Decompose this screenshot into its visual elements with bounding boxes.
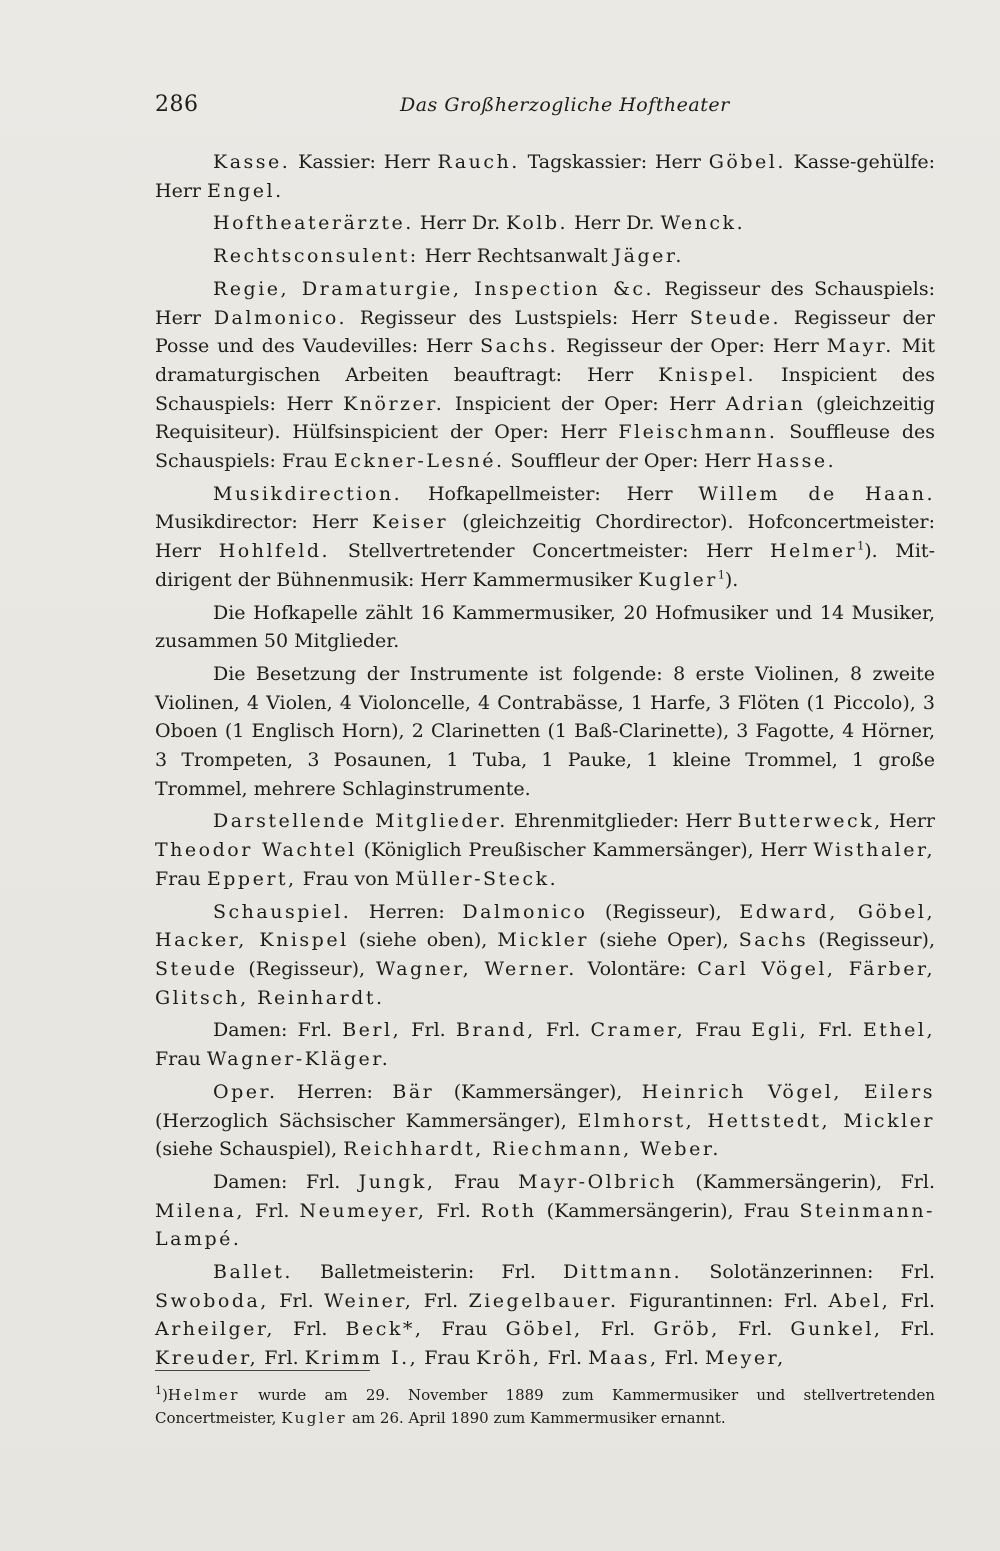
text-run: Regisseur der Posse und des Vaudevilles: Herr	[155, 306, 936, 358]
text-run: Herr Rechtsanwalt	[418, 245, 614, 268]
text-run: (siehe Oper),	[588, 929, 739, 952]
text-run: Frl.	[882, 1318, 935, 1341]
text-run: Frau	[423, 1318, 506, 1341]
text-run: Frl.	[401, 1019, 456, 1042]
paragraph	[155, 148, 935, 205]
text-run: Herr Dr.	[413, 212, 507, 235]
text-run: Inspicient des Schauspiels: Herr	[155, 363, 935, 415]
spaced-text: Elmhorst, Hettstedt, Mickler	[577, 1109, 935, 1132]
body-text	[155, 148, 935, 1377]
text-run: (Regisseur),	[808, 929, 935, 952]
spaced-text: Schauspiel.	[213, 900, 352, 923]
spaced-text: Roth	[480, 1199, 537, 1222]
spaced-text: Ethel,	[862, 1019, 935, 1042]
text-run: Herr	[375, 151, 438, 173]
spaced-text: Kolb.	[506, 212, 569, 235]
running-title: Das Großherzogliche Hoftheater	[400, 94, 730, 116]
spaced-text: Weiner,	[324, 1289, 414, 1312]
text-run: Frl.	[658, 1347, 705, 1370]
text-run: (siehe oben),	[348, 929, 498, 952]
spaced-text: Engel.	[207, 179, 284, 202]
spaced-text: Edward, Göbel, Hacker, Knispel	[155, 900, 935, 952]
text-run: Kasse-gehülfe: Herr	[155, 151, 935, 202]
text-run: Frl.	[719, 1318, 791, 1341]
spaced-text: Hasse.	[756, 450, 837, 473]
text-run: Frl.	[244, 1199, 300, 1222]
paragraph	[155, 480, 935, 595]
paragraph	[155, 660, 935, 804]
paragraph	[155, 242, 935, 271]
text-run: (Königlich Preußischer Kammersänger), Herr	[356, 839, 814, 862]
spaced-text: Beck*,	[345, 1318, 424, 1341]
spaced-text: Müller-Steck.	[394, 867, 559, 890]
text-run: Frau	[155, 867, 207, 890]
text-run: Damen: Frl.	[213, 1019, 343, 1042]
text-run: Damen: Frl.	[213, 1170, 359, 1193]
text-run	[290, 151, 298, 173]
text-run: Regisseur des Lustspiels: Herr	[347, 306, 690, 329]
text-run: Musikdirector: Herr	[155, 511, 372, 534]
paragraph	[155, 1016, 935, 1073]
text-run: Frau	[435, 1170, 519, 1193]
text-run: Frau	[155, 1048, 207, 1071]
spaced-text: Musikdirection.	[213, 482, 403, 505]
text-run: ). Mit-dirigent der Bühnenmusik: Herr Kammermusiker	[155, 540, 935, 591]
page-header	[155, 92, 935, 126]
spaced-text: Ballet.	[213, 1261, 293, 1284]
spaced-text: Brand,	[455, 1019, 536, 1042]
text-run: (Kammersängerin), Frau	[536, 1199, 800, 1222]
spaced-text: Swoboda,	[155, 1289, 269, 1312]
spaced-text: Kreuder,	[155, 1347, 259, 1370]
spaced-text: Reichhardt, Riechmann, Weber.	[343, 1138, 721, 1161]
text-run: am 26. April 1890 zum Kammermusiker ernannt.	[347, 1409, 726, 1427]
text-run: Volontäre:	[576, 957, 698, 980]
spaced-text: Wagner, Werner.	[375, 957, 577, 980]
footnote-marker: 1	[155, 1384, 162, 1397]
footnote	[155, 1384, 935, 1430]
spaced-text: Hohlfeld.	[218, 540, 331, 563]
text-run: Souffleuse des Schauspiels: Frau	[155, 421, 935, 473]
footnote-ref: 1	[717, 568, 725, 582]
text-run: Frl.	[413, 1289, 469, 1312]
text-run: Mit dramaturgischen Arbeiten beauftragt: Herr	[155, 335, 935, 386]
spaced-text: Jungk,	[358, 1170, 436, 1193]
spaced-text: Sachs	[738, 929, 809, 952]
spaced-text: Knörzer.	[343, 392, 445, 415]
text-run: Stellvertretender Concertmeister: Herr	[330, 540, 770, 563]
spaced-text: Butterweck,	[737, 810, 883, 833]
footnote-ref: 1	[857, 539, 865, 553]
spaced-text: Eppert,	[206, 867, 297, 890]
text-run: Frl.	[582, 1318, 654, 1341]
spaced-text: Regie, Dramaturgie, Inspection &c.	[213, 277, 655, 300]
text-run: Herr Dr.	[568, 212, 661, 235]
spaced-text: Krimm I.,	[304, 1347, 419, 1370]
spaced-text: Kugler	[281, 1409, 348, 1427]
spaced-text: Adrian	[725, 392, 806, 415]
spaced-text: Egli,	[751, 1019, 809, 1042]
spaced-text: Steinmann-Lampé.	[155, 1199, 935, 1251]
text-run: Kassier:	[298, 151, 376, 173]
spaced-text: Dalmonico.	[213, 306, 348, 329]
spaced-text: Neumeyer,	[299, 1199, 427, 1222]
text-run: Frau von	[296, 867, 395, 890]
spaced-text: Milena,	[155, 1199, 245, 1222]
spaced-text: Gunkel,	[790, 1318, 883, 1341]
paragraph	[155, 1078, 935, 1164]
spaced-text: Abel,	[828, 1289, 891, 1312]
spaced-text: Göbel.	[708, 151, 786, 173]
text-run: Die Besetzung der Instrumente ist folgende: 8 erste Violinen, 8 zweite Violinen, 4 Violen, 4 Violoncelle, 4 Contrabässe, 1 Harfe, 3 Flöten (1 Piccolo), 3 Oboen (1 Englisch Horn), 2 Clarinetten (1 Baß-Clarinette), 3 Fagotte, 4 Hörner, 3 Trompeten, 3 Posaunen, 1 Tuba, 1 Pauke, 1 kleine Trommel, 1 große Trommel, mehrere Schlaginstrumente.	[155, 662, 935, 800]
text-run: Regisseur des Schauspiels: Herr	[155, 277, 935, 329]
spaced-text: Kröh,	[476, 1347, 542, 1370]
spaced-text: Gröb,	[653, 1318, 720, 1341]
spaced-text: Carl Vögel, Färber, Glitsch, Reinhardt.	[155, 957, 935, 1009]
spaced-text: Oper.	[213, 1080, 278, 1103]
spaced-text: Mayr-Olbrich	[518, 1170, 677, 1193]
paragraph	[155, 807, 935, 893]
spaced-text: Meyer,	[704, 1347, 786, 1370]
spaced-text: Arheilger,	[155, 1318, 275, 1341]
text-run: Souffleur der Oper: Herr	[504, 450, 757, 473]
text-run: (Herzoglich Sächsischer Kammersänger),	[155, 1109, 578, 1132]
spaced-text: Hoftheaterärzte.	[213, 212, 414, 235]
footnote-rule	[155, 1370, 370, 1371]
text-run: Hofkapellmeister: Herr	[402, 482, 699, 505]
text-run: Frl.	[808, 1019, 863, 1042]
spaced-text: Mickler	[497, 929, 589, 952]
text-run: (Regisseur),	[587, 900, 740, 923]
spaced-text: Theodor Wachtel	[155, 839, 357, 862]
page-number: 286	[155, 92, 199, 117]
spaced-text: Helmer	[167, 1386, 240, 1404]
paragraph	[155, 1258, 935, 1373]
text-run: Frau	[418, 1347, 477, 1370]
spaced-text: Helmer	[769, 540, 858, 563]
text-run: Frl.	[426, 1199, 481, 1222]
text-run: Frl.	[890, 1289, 936, 1312]
spaced-text: Maas,	[588, 1347, 659, 1370]
paragraph	[155, 898, 935, 1013]
spaced-text: Steude.	[689, 306, 781, 329]
text-run: Regisseur der Oper: Herr	[558, 335, 827, 358]
text-run: Tagskassier: Herr	[519, 151, 709, 173]
text-run: Herren:	[277, 1080, 393, 1103]
spaced-text: Fleischmann.	[618, 421, 778, 444]
text-run: (gleichzeitig Requisiteur). Hülfsinspicient der Oper: Herr	[155, 392, 935, 444]
text-run: Balletmeisterin: Frl.	[292, 1261, 564, 1284]
spaced-text: Jäger.	[613, 245, 684, 268]
text-run: wurde am 29. November 1889 zum Kammermusiker und stellvertretenden Concertmeister,	[155, 1386, 935, 1427]
spaced-text: Berl,	[342, 1019, 402, 1042]
text-run: ).	[724, 568, 739, 591]
spaced-text: Wisthaler,	[813, 839, 935, 862]
spaced-text: Wenck.	[660, 212, 746, 235]
spaced-text: Kasse.	[213, 151, 291, 173]
spaced-text: Steude	[155, 957, 238, 980]
paragraph	[155, 275, 935, 476]
spaced-text: Ziegelbauer.	[468, 1289, 619, 1312]
text-run: Frl.	[274, 1318, 346, 1341]
text-run: Frl.	[535, 1019, 591, 1042]
spaced-text: Keiser	[372, 511, 449, 534]
spaced-text: Dittmann.	[563, 1261, 683, 1284]
text-run: Herren:	[351, 900, 463, 923]
text-run: Inspicient der Oper: Herr	[444, 392, 726, 415]
spaced-text: Knispel.	[658, 363, 757, 386]
spaced-text: Rauch.	[437, 151, 520, 173]
spaced-text: Wagner-Kläger.	[206, 1048, 391, 1071]
spaced-text: Bär	[392, 1080, 435, 1103]
spaced-text: Mayr.	[826, 335, 894, 358]
text-run: (Kammersängerin), Frl.	[676, 1170, 935, 1193]
spaced-text: Sachs.	[480, 335, 559, 358]
spaced-text: Darstellende Mitglieder.	[213, 810, 508, 833]
text-run: Ehrenmitglieder: Herr	[507, 810, 738, 833]
text-run: Herr	[882, 810, 935, 833]
spaced-text: Rechtsconsulent:	[213, 245, 419, 268]
text-run: (gleichzeitig Chordirector). Hofconcertmeister: Herr	[155, 511, 935, 563]
text-run: Figurantinnen: Frl.	[618, 1289, 829, 1312]
spaced-text: Göbel,	[505, 1318, 583, 1341]
text-run: Frl.	[268, 1289, 325, 1312]
text-run: (siehe Schauspiel),	[155, 1138, 344, 1161]
spaced-text: Cramer,	[590, 1019, 686, 1042]
spaced-text: Heinrich Vögel, Eilers	[641, 1080, 935, 1103]
footnotes	[155, 1384, 935, 1430]
footnote-paren: )	[162, 1386, 168, 1404]
paragraph	[155, 1168, 935, 1254]
text-run: (Kammersänger),	[434, 1080, 642, 1103]
text-run: Frau	[685, 1019, 752, 1042]
spaced-text: Willem de Haan.	[698, 482, 935, 505]
spaced-text: Kugler	[638, 568, 718, 591]
paragraph	[155, 599, 935, 656]
text-run: Solotänzerinnen: Frl.	[682, 1261, 935, 1284]
spaced-text: Dalmonico	[462, 900, 588, 923]
text-run: Frl.	[541, 1347, 589, 1370]
text-run: Frl.	[258, 1347, 305, 1370]
text-run: (Regisseur),	[237, 957, 376, 980]
paragraph	[155, 209, 935, 238]
text-run: Die Hofkapelle zählt 16 Kammermusiker, 20 Hofmusiker und 14 Musiker, zusammen 50 Mitglieder.	[155, 601, 935, 653]
spaced-text: Eckner-Lesné.	[333, 450, 505, 473]
